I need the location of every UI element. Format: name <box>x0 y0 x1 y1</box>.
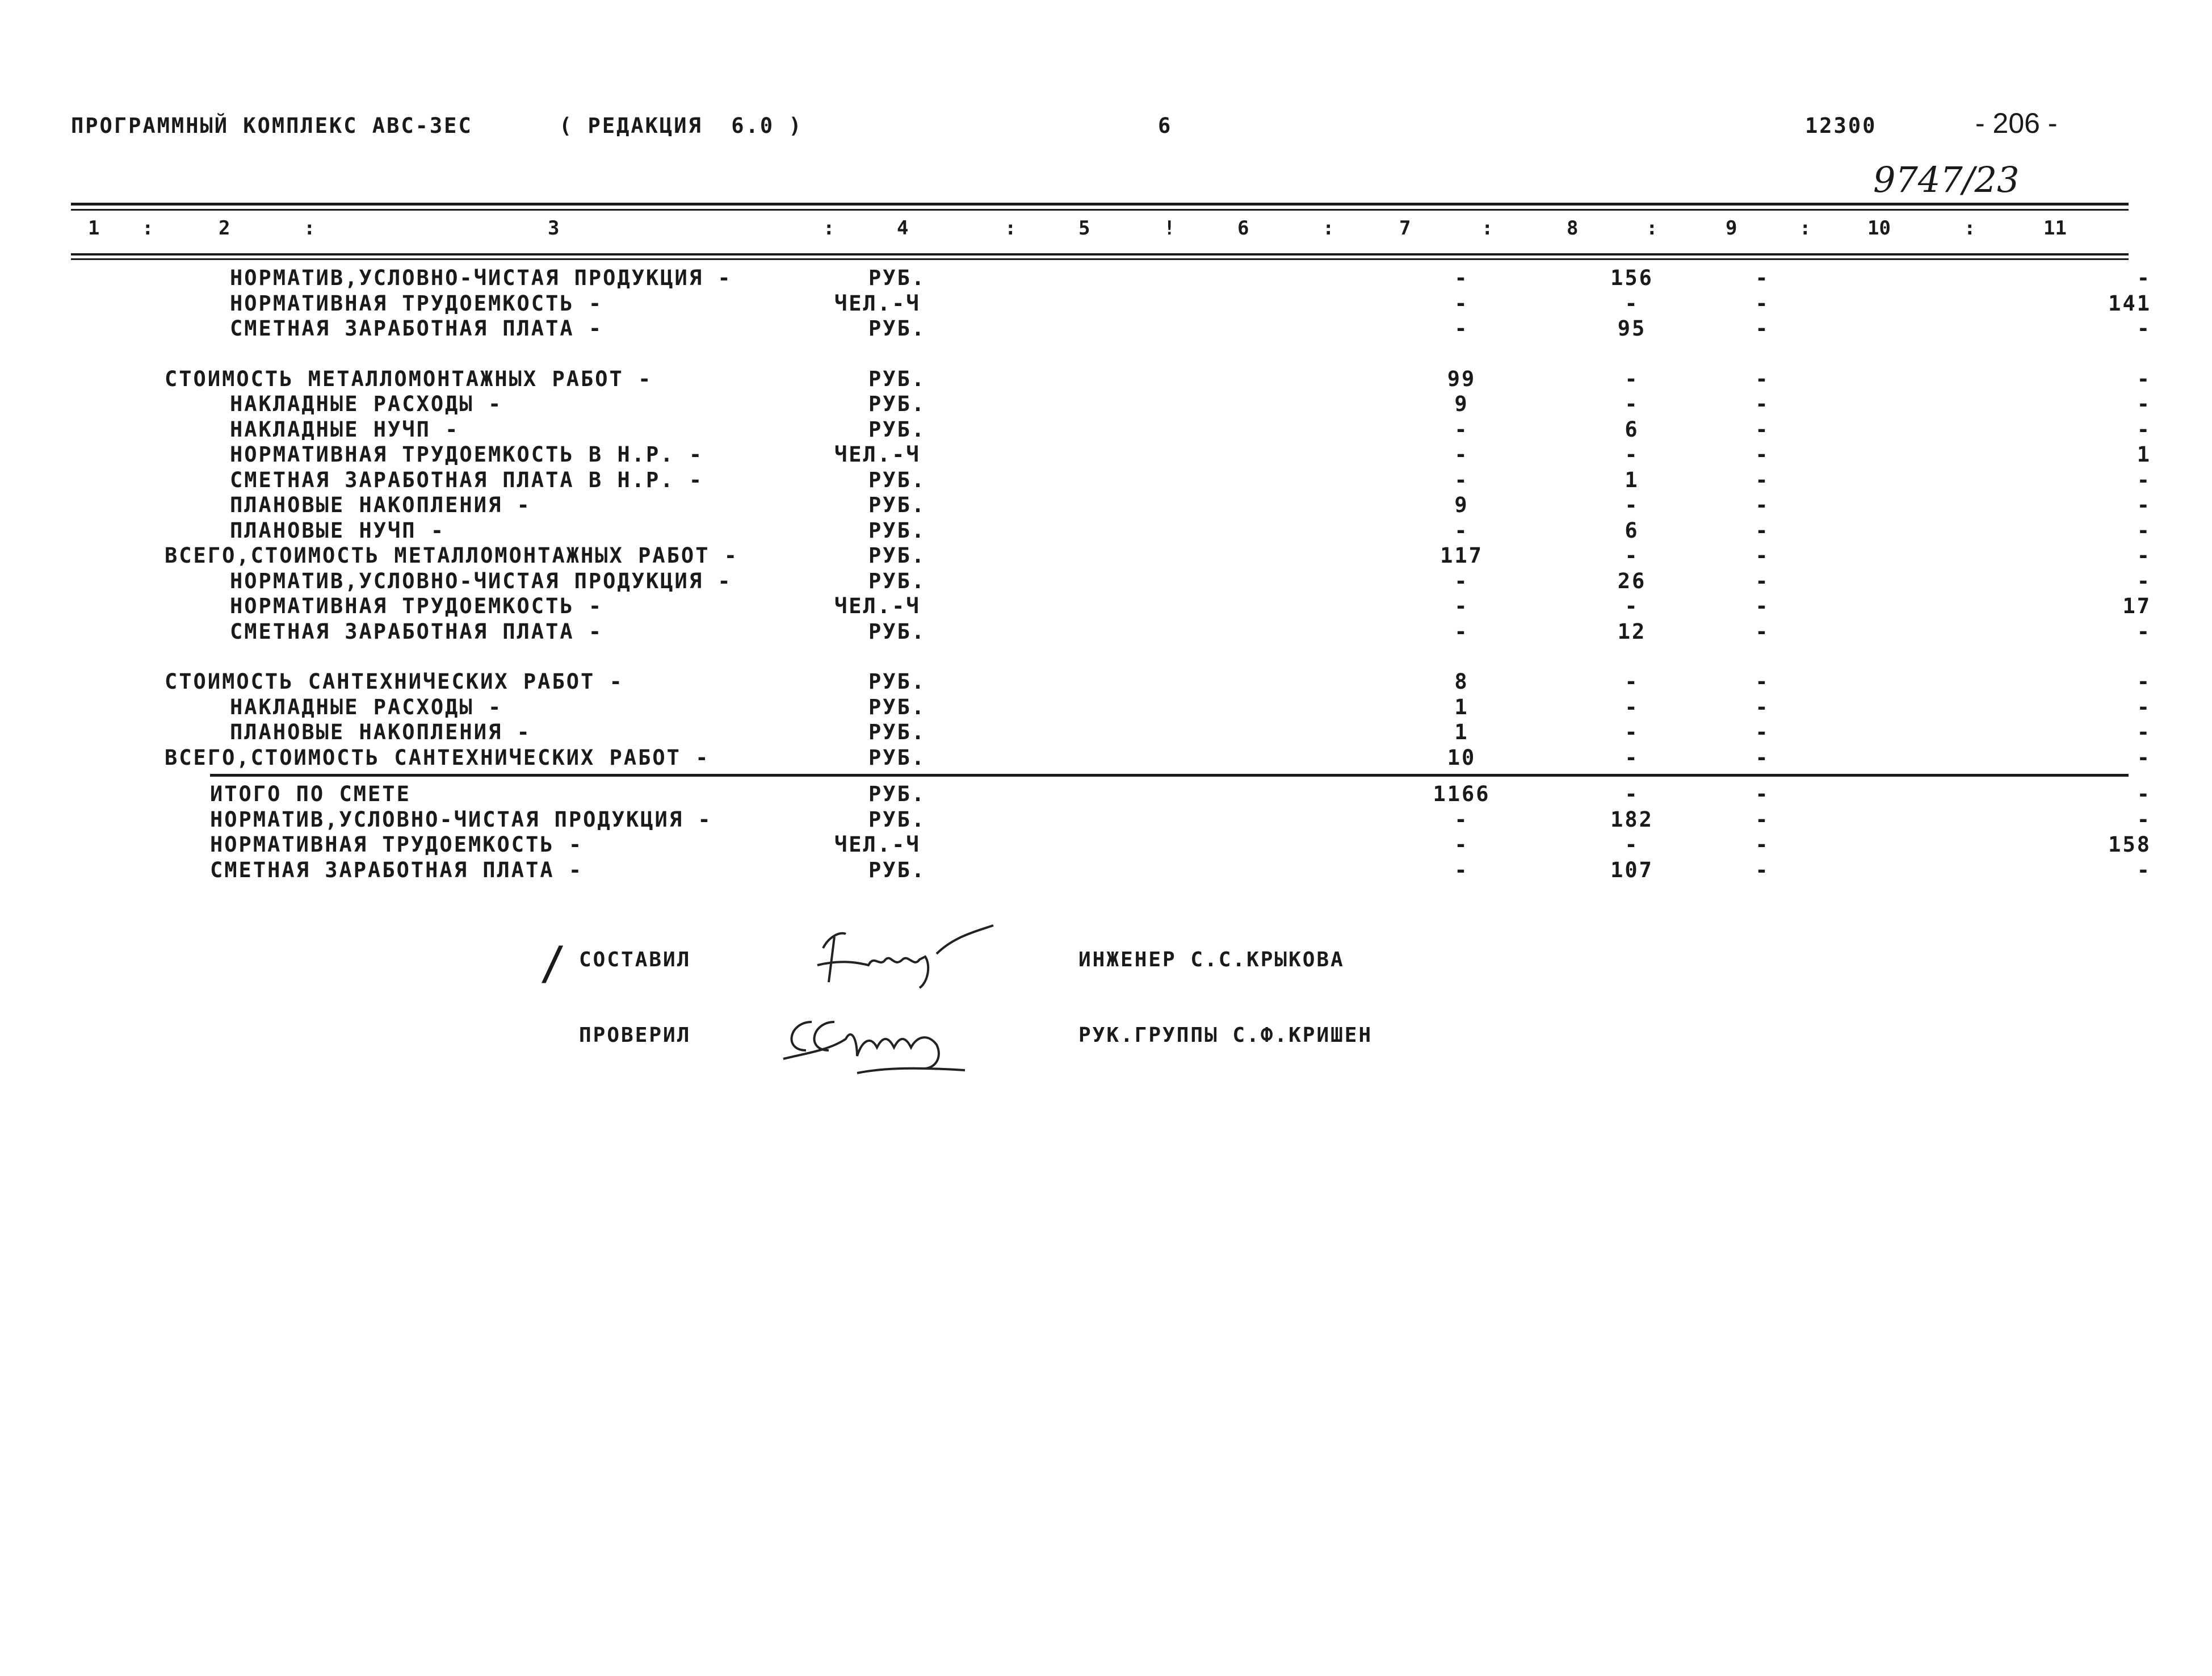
cell-col-9: - <box>1755 467 1770 492</box>
row-label: ВСЕГО,СТОИМОСТЬ МЕТАЛЛОМОНТАЖНЫХ РАБОТ - <box>165 543 739 568</box>
cell-col-7: - <box>1454 467 1469 492</box>
row-label: НАКЛАДНЫЕ НУЧП - <box>230 417 460 442</box>
cell-col-11: - <box>2137 807 2151 832</box>
checked-label: ПРОВЕРИЛ <box>579 1024 691 1047</box>
cell-col-9: - <box>1755 493 1770 517</box>
cell-col-7: - <box>1454 857 1469 882</box>
cell-col-8: - <box>1625 669 1639 694</box>
column-number: 8 <box>1567 217 1579 240</box>
cell-col-9: - <box>1755 316 1770 341</box>
cell-col-7: - <box>1454 266 1469 290</box>
cell-col-8: 107 <box>1610 857 1653 882</box>
cell-col-7: - <box>1454 832 1469 857</box>
column-separator: : <box>1481 217 1493 240</box>
column-separator: : <box>1799 217 1811 240</box>
cell-col-9: - <box>1755 366 1770 391</box>
cell-col-8: - <box>1625 594 1639 618</box>
cell-col-9: - <box>1755 594 1770 618</box>
table-row <box>0 745 2212 770</box>
column-separator: : <box>304 217 316 240</box>
cell-col-8: 6 <box>1625 417 1639 442</box>
row-label: НОРМАТИВНАЯ ТРУДОЕМКОСТЬ - <box>210 832 584 857</box>
edition: ( РЕДАКЦИЯ 6.0 ) <box>559 114 803 138</box>
cell-col-7: 10 <box>1447 745 1476 770</box>
row-unit: РУБ. <box>868 316 926 341</box>
cell-col-11: - <box>2137 266 2151 290</box>
table-row <box>0 392 2212 417</box>
cell-col-8: - <box>1625 694 1639 719</box>
total-separator-rule <box>210 774 2129 777</box>
cell-col-7: 117 <box>1440 543 1483 568</box>
row-label: НОРМАТИВНАЯ ТРУДОЕМКОСТЬ - <box>230 594 603 618</box>
cell-col-11: - <box>2137 745 2151 770</box>
cell-col-11: - <box>2137 467 2151 492</box>
cell-col-7: 1166 <box>1433 782 1491 806</box>
cell-col-7: - <box>1454 807 1469 832</box>
cell-col-7: - <box>1454 594 1469 618</box>
cell-col-7: - <box>1454 291 1469 316</box>
row-unit: РУБ. <box>868 720 926 744</box>
row-unit: ЧЕЛ.-Ч <box>834 442 921 467</box>
row-label: НОРМАТИВ,УСЛОВНО-ЧИСТАЯ ПРОДУКЦИЯ - <box>230 266 732 290</box>
cell-col-8: 182 <box>1610 807 1653 832</box>
table-top-rule-2 <box>71 209 2129 211</box>
column-number: 2 <box>219 217 230 240</box>
row-label: СМЕТНАЯ ЗАРАБОТНАЯ ПЛАТА - <box>230 619 603 644</box>
cell-col-11: 141 <box>2108 291 2151 316</box>
program-title: ПРОГРАММНЫЙ КОМПЛЕКС АВС-3ЕС <box>71 114 473 138</box>
cell-col-9: - <box>1755 518 1770 543</box>
cell-col-8: 12 <box>1617 619 1647 644</box>
cell-col-9: - <box>1755 291 1770 316</box>
row-label: ВСЕГО,СТОИМОСТЬ САНТЕХНИЧЕСКИХ РАБОТ - <box>165 745 710 770</box>
table-row <box>0 518 2212 543</box>
column-number: 7 <box>1399 217 1411 240</box>
row-label: СМЕТНАЯ ЗАРАБОТНАЯ ПЛАТА - <box>230 316 603 341</box>
row-unit: РУБ. <box>868 669 926 694</box>
table-row <box>0 782 2212 807</box>
cell-col-9: - <box>1755 782 1770 806</box>
row-unit: РУБ. <box>868 543 926 568</box>
cell-col-11: - <box>2137 316 2151 341</box>
row-label: СТОИМОСТЬ МЕТАЛЛОМОНТАЖНЫХ РАБОТ - <box>165 366 653 391</box>
table-row <box>0 367 2212 392</box>
cell-col-7: - <box>1454 442 1469 467</box>
column-number: 1 <box>88 217 100 240</box>
cell-col-9: - <box>1755 669 1770 694</box>
column-number: 10 <box>1867 217 1891 240</box>
column-separator: : <box>1323 217 1334 240</box>
cell-col-11: - <box>2137 366 2151 391</box>
compiled-label: СОСТАВИЛ <box>579 948 691 971</box>
row-label: СТОИМОСТЬ САНТЕХНИЧЕСКИХ РАБОТ - <box>165 669 624 694</box>
table-row <box>0 832 2212 857</box>
cell-col-8: 26 <box>1617 568 1647 593</box>
row-label: НАКЛАДНЫЕ РАСХОДЫ - <box>230 694 503 719</box>
row-unit: ЧЕЛ.-Ч <box>834 594 921 618</box>
row-unit: ЧЕЛ.-Ч <box>834 291 921 316</box>
table-row <box>0 266 2212 291</box>
row-label: ПЛАНОВЫЕ НАКОПЛЕНИЯ - <box>230 720 531 744</box>
cell-col-11: - <box>2137 417 2151 442</box>
row-unit: РУБ. <box>868 694 926 719</box>
cell-col-8: - <box>1625 291 1639 316</box>
column-number: 5 <box>1078 217 1090 240</box>
cell-col-8: - <box>1625 442 1639 467</box>
cell-col-11: - <box>2137 669 2151 694</box>
row-label: ПЛАНОВЫЕ НУЧП - <box>230 518 446 543</box>
cell-col-11: 158 <box>2108 832 2151 857</box>
table-row <box>0 807 2212 832</box>
cell-col-11: - <box>2137 720 2151 744</box>
cell-col-9: - <box>1755 720 1770 744</box>
header-bottom-rule-2 <box>71 258 2129 260</box>
row-unit: РУБ. <box>868 745 926 770</box>
table-row <box>0 316 2212 341</box>
cell-col-7: 99 <box>1447 366 1476 391</box>
column-separator: : <box>1646 217 1658 240</box>
cell-col-7: 1 <box>1454 694 1469 719</box>
column-number: 6 <box>1237 217 1249 240</box>
table-top-rule <box>71 203 2129 206</box>
column-number: 3 <box>548 217 560 240</box>
table-row <box>0 543 2212 568</box>
cell-col-8: - <box>1625 543 1639 568</box>
checker-signature <box>772 1005 976 1079</box>
table-row <box>0 417 2212 442</box>
column-separator: : <box>142 217 154 240</box>
cell-col-11: - <box>2137 493 2151 517</box>
cell-col-11: 17 <box>2122 594 2151 618</box>
cell-col-8: 1 <box>1625 467 1639 492</box>
row-unit: РУБ. <box>868 782 926 806</box>
row-unit: РУБ. <box>868 857 926 882</box>
cell-col-9: - <box>1755 392 1770 416</box>
page-number: - 206 - <box>1975 107 2058 139</box>
row-label: НОРМАТИВ,УСЛОВНО-ЧИСТАЯ ПРОДУКЦИЯ - <box>210 807 712 832</box>
row-label: НОРМАТИВНАЯ ТРУДОЕМКОСТЬ В Н.Р. - <box>230 442 704 467</box>
row-unit: РУБ. <box>868 619 926 644</box>
row-unit: РУБ. <box>868 392 926 416</box>
cell-col-9: - <box>1755 745 1770 770</box>
row-label: ПЛАНОВЫЕ НАКОПЛЕНИЯ - <box>230 493 531 517</box>
table-row <box>0 569 2212 594</box>
cell-col-7: - <box>1454 417 1469 442</box>
row-unit: РУБ. <box>868 568 926 593</box>
row-unit: РУБ. <box>868 417 926 442</box>
cell-col-11: - <box>2137 568 2151 593</box>
row-unit: РУБ. <box>868 266 926 290</box>
column-separator: : <box>823 217 835 240</box>
row-label: НОРМАТИВ,УСЛОВНО-ЧИСТАЯ ПРОДУКЦИЯ - <box>230 568 732 593</box>
cell-col-9: - <box>1755 568 1770 593</box>
cell-col-11: - <box>2137 782 2151 806</box>
cell-col-8: - <box>1625 782 1639 806</box>
cell-col-8: 95 <box>1617 316 1647 341</box>
cell-col-7: 8 <box>1454 669 1469 694</box>
cell-col-11: - <box>2137 392 2151 416</box>
cell-col-7: - <box>1454 568 1469 593</box>
cell-col-8: 156 <box>1610 266 1653 290</box>
column-separator: ! <box>1164 217 1176 240</box>
cell-col-9: - <box>1755 417 1770 442</box>
compiled-by: ИНЖЕНЕР С.С.КРЫКОВА <box>1078 948 1345 971</box>
cell-col-7: - <box>1454 619 1469 644</box>
row-unit: РУБ. <box>868 493 926 517</box>
cell-col-11: - <box>2137 694 2151 719</box>
cell-col-8: - <box>1625 745 1639 770</box>
cell-col-11: 1 <box>2137 442 2151 467</box>
column-number: 4 <box>897 217 909 240</box>
row-label: ИТОГО ПО СМЕТЕ <box>210 782 411 806</box>
row-unit: РУБ. <box>868 366 926 391</box>
row-label: СМЕТНАЯ ЗАРАБОТНАЯ ПЛАТА В Н.Р. - <box>230 467 704 492</box>
compiler-signature <box>806 914 999 994</box>
table-row <box>0 468 2212 493</box>
cell-col-8: - <box>1625 832 1639 857</box>
table-row <box>0 442 2212 467</box>
row-unit: РУБ. <box>868 518 926 543</box>
column-separator: : <box>1005 217 1017 240</box>
table-row <box>0 720 2212 745</box>
cell-col-11: - <box>2137 619 2151 644</box>
cell-col-9: - <box>1755 832 1770 857</box>
cell-col-11: - <box>2137 518 2151 543</box>
cell-col-9: - <box>1755 442 1770 467</box>
sheet-number: 6 <box>1158 114 1173 138</box>
row-unit: РУБ. <box>868 467 926 492</box>
column-number: 9 <box>1726 217 1737 240</box>
cell-col-9: - <box>1755 619 1770 644</box>
cell-col-8: 6 <box>1625 518 1639 543</box>
row-label: НАКЛАДНЫЕ РАСХОДЫ - <box>230 392 503 416</box>
table-row <box>0 619 2212 644</box>
cell-col-7: 9 <box>1454 392 1469 416</box>
row-unit: ЧЕЛ.-Ч <box>834 832 921 857</box>
column-separator: : <box>1964 217 1976 240</box>
table-row <box>0 594 2212 619</box>
checked-by: РУК.ГРУППЫ С.Ф.КРИШЕН <box>1078 1024 1373 1047</box>
cell-col-7: - <box>1454 316 1469 341</box>
table-row <box>0 669 2212 694</box>
cell-col-8: - <box>1625 392 1639 416</box>
cell-col-8: - <box>1625 493 1639 517</box>
cell-col-9: - <box>1755 807 1770 832</box>
cell-col-8: - <box>1625 366 1639 391</box>
cell-col-9: - <box>1755 694 1770 719</box>
cell-col-11: - <box>2137 857 2151 882</box>
cell-col-11: - <box>2137 543 2151 568</box>
table-row <box>0 493 2212 518</box>
cell-col-7: - <box>1454 518 1469 543</box>
handwritten-number: 9747/23 <box>1873 159 2020 200</box>
cell-col-9: - <box>1755 857 1770 882</box>
cell-col-7: 9 <box>1454 493 1469 517</box>
table-row <box>0 695 2212 720</box>
cell-col-8: - <box>1625 720 1639 744</box>
cell-col-9: - <box>1755 266 1770 290</box>
column-number: 11 <box>2043 217 2067 240</box>
cell-col-7: 1 <box>1454 720 1469 744</box>
margin-slash-mark: / <box>539 937 567 990</box>
table-row <box>0 291 2212 316</box>
cell-col-9: - <box>1755 543 1770 568</box>
row-label: СМЕТНАЯ ЗАРАБОТНАЯ ПЛАТА - <box>210 857 584 882</box>
row-unit: РУБ. <box>868 807 926 832</box>
table-row <box>0 858 2212 883</box>
estimate-code: 12300 <box>1805 114 1877 138</box>
header-bottom-rule <box>71 253 2129 255</box>
row-label: НОРМАТИВНАЯ ТРУДОЕМКОСТЬ - <box>230 291 603 316</box>
